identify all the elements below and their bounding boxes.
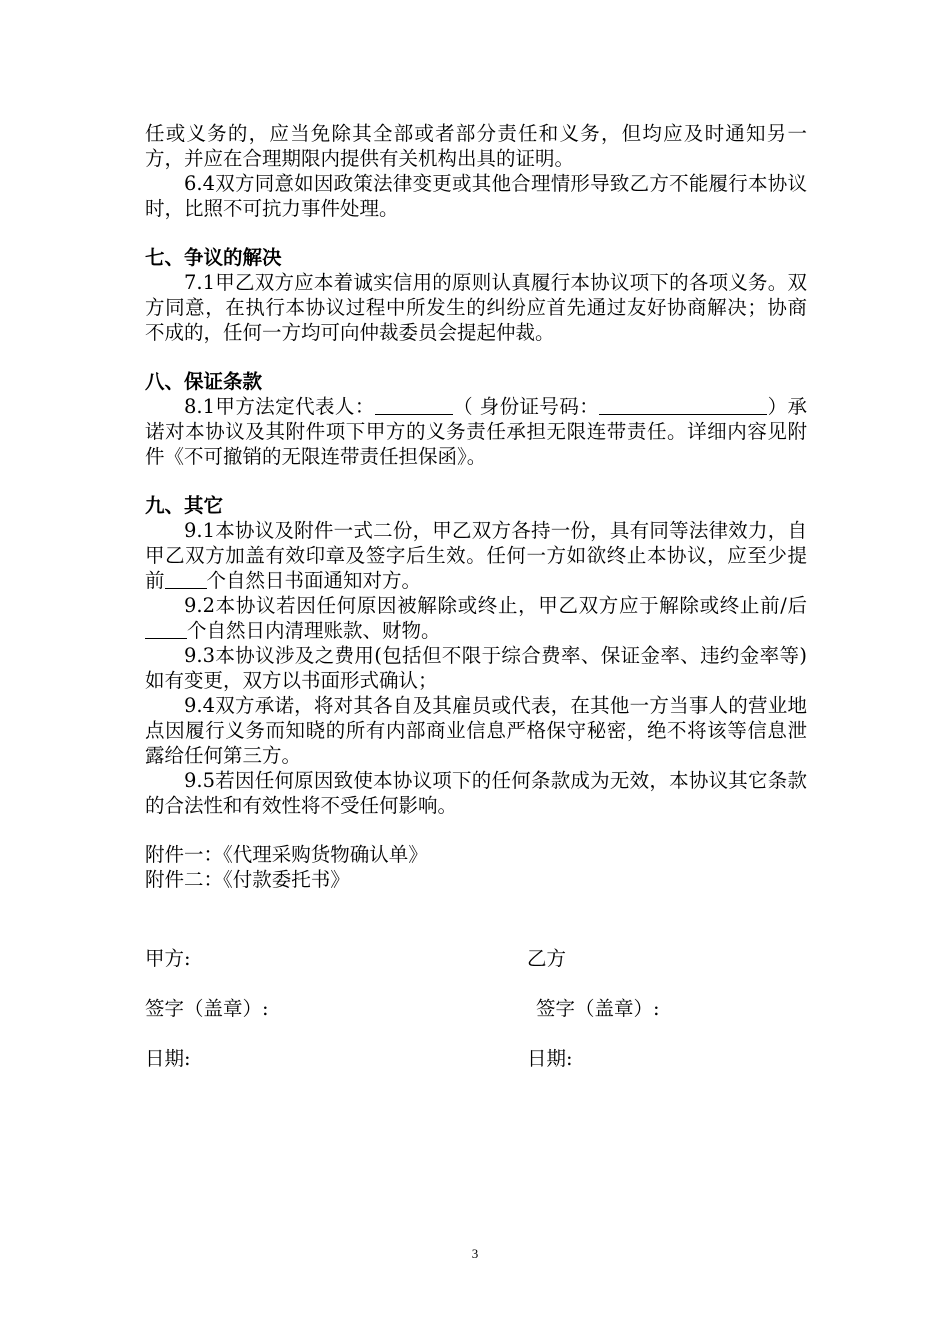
party-b-date-label: 日期:	[527, 1047, 573, 1070]
clause-8-1	[145, 394, 807, 469]
clause-9-5: 9.5若因任何原因致使本协议项下的任何条款成为无效，本协议其它条款的合法性和有效性将不受任何影响。	[145, 769, 807, 817]
clause-9-3: 9.3本协议涉及之费用(包括但不限于综合费率、保证金率、违约金率等)如有变更，双方以书面形式确认；	[145, 644, 807, 692]
clause-9-1-part-b: 个自然日书面通知对方。	[206, 569, 422, 592]
clause-6-4: 6.4双方同意如因政策法律变更或其他合理情形导致乙方不能履行本协议时，比照不可抗力事件处理。	[145, 172, 807, 220]
clause-9-1	[145, 518, 807, 593]
id-number-blank	[599, 394, 767, 415]
section-7-heading: 七、争议的解决	[145, 246, 282, 269]
clause-8-1-part-b: （ 身份证号码：	[452, 395, 600, 418]
clause-9-2	[145, 593, 807, 643]
party-a-sign-label: 签字（盖章）:	[145, 997, 269, 1020]
settlement-days-blank	[145, 618, 187, 639]
clause-9-4: 9.4双方承诺，将对其各自及其雇员或代表，在其他一方当事人的营业地点因履行义务而知晓的所有内部商业信息严格保守秘密，绝不将该等信息泄露给任何第三方。	[145, 694, 807, 767]
legal-rep-name-blank	[375, 394, 453, 415]
clause-6-3-continuation: 任或义务的，应当免除其全部或者部分责任和义务，但均应及时通知另一方，并应在合理期限内提供有关机构出具的证明。	[145, 122, 807, 170]
clause-9-2-part-a: 9.2本协议若因任何原因被解除或终止，甲乙双方应于解除或终止前/后	[184, 594, 807, 617]
attachment-1: 附件一：《代理采购货物确认单》	[145, 843, 428, 866]
party-b-sign-label: 签字（盖章）:	[536, 997, 660, 1020]
document-body	[145, 121, 807, 892]
page-number: 3	[471, 1246, 479, 1261]
party-b-label: 乙方	[527, 947, 567, 970]
notice-days-blank	[165, 568, 207, 589]
section-9-heading: 九、其它	[145, 494, 224, 517]
clause-7-1: 7.1甲乙双方应本着诚实信用的原则认真履行本协议项下的各项义务。双方同意，在执行本协议过程中所发生的纠纷应首先通过友好协商解决；协商不成的，任何一方均可向仲裁委员会提起仲裁。	[145, 271, 807, 344]
clause-8-1-part-a: 8.1甲方法定代表人：	[184, 395, 375, 418]
section-8-heading: 八、保证条款	[145, 370, 263, 393]
clause-8-1-part-c: ）承诺对本协议及其附件项下甲方的义务责任承担无限连带责任。详细内容见附件《不可撤销的无限连带责任担保函》。	[145, 395, 807, 468]
attachment-2: 附件二：《付款委托书》	[145, 868, 350, 891]
party-a-date-label: 日期:	[145, 1047, 191, 1070]
party-a-label: 甲方:	[145, 947, 191, 970]
clause-9-2-part-b: 个自然日内清理账款、财物。	[187, 619, 441, 642]
clause-9-1-part-a: 9.1本协议及附件一式二份，甲乙双方各持一份，具有同等法律效力，自甲乙双方加盖有效印章及签字后生效。任何一方如欲终止本协议，应至少提前	[145, 519, 807, 592]
